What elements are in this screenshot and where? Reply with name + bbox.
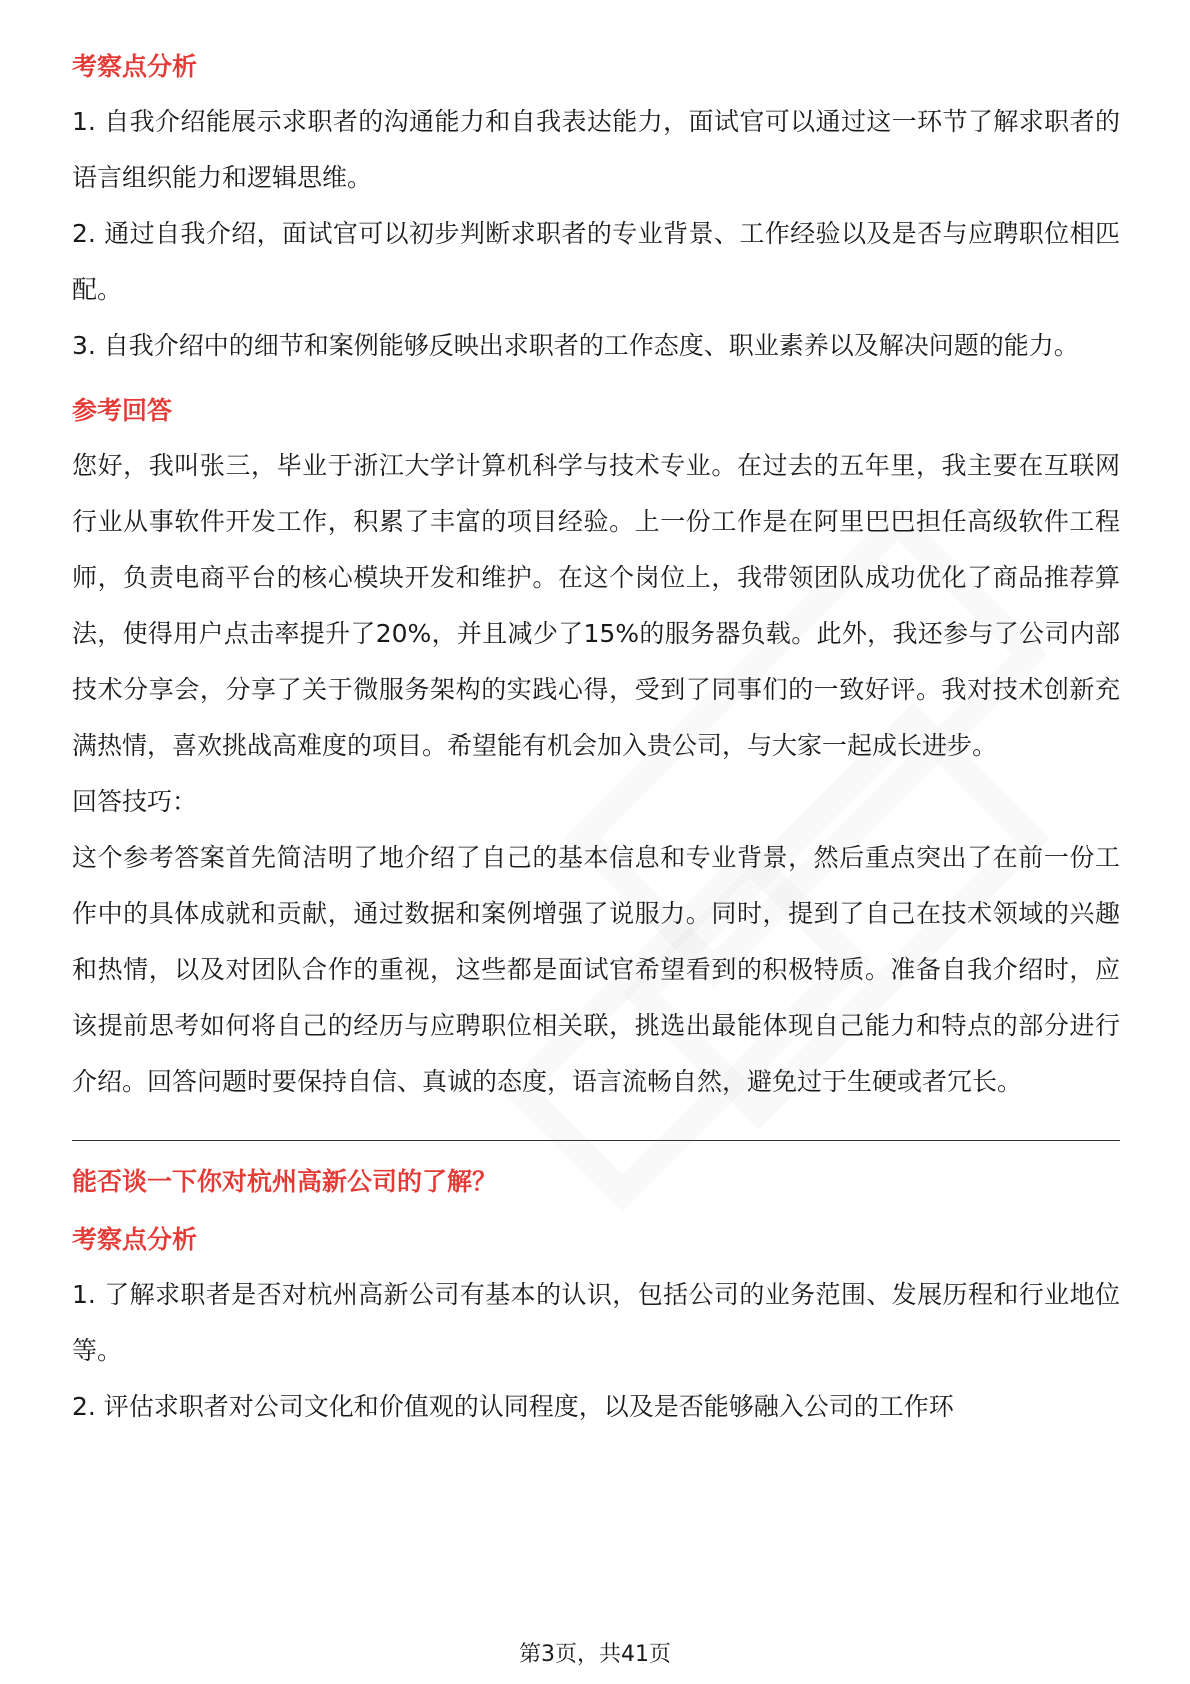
answer-text: 您好，我叫张三，毕业于浙江大学计算机科学与技术专业。在过去的五年里，我主要在互联网行业从事软件开发工作，积累了丰富的项目经验。上一份工作是在阿里巴巴担任高级软件工程师，负责电商平台的核心模块开发和维护。在这个岗位上，我带领团队成功优化了商品推荐算法，使得用户点击率提升了20%，并且减少了15%的服务器负载。此外，我还参与了公司内部技术分享会，分享了关于微服务架构的实践心得，受到了同事们的一致好评。我对技术创新充满热情，喜欢挑战高难度的项目。希望能有机会加入贵公司，与大家一起成长进步。 [72,451,1120,760]
analysis-item: 1. 自我介绍能展示求职者的沟通能力和自我表达能力，面试官可以通过这一环节了解求职者的语言组织能力和逻辑思维。 [72,107,1120,192]
answer-heading: 参考回答 [72,396,173,425]
analysis-heading: 考察点分析 [72,1225,198,1254]
question-title: 能否谈一下你对杭州高新公司的了解？ [72,1167,498,1196]
tips-text: 这个参考答案首先简洁明了地介绍了自己的基本信息和专业背景，然后重点突出了在前一份工作中的具体成就和贡献，通过数据和案例增强了说服力。同时，提到了自己在技术领域的兴趣和热情，以及对团队合作的重视，这些都是面试官希望看到的积极特质。准备自我介绍时，应该提前思考如何将自己的经历与应聘职位相关联，挑选出最能体现自己能力和特点的部分进行介绍。回答问题时要保持自信、真诚的态度，语言流畅自然，避免过于生硬或者冗长。 [72,843,1120,1096]
analysis-item: 1. 了解求职者是否对杭州高新公司有基本的认识，包括公司的业务范围、发展历程和行业地位等。 [72,1280,1120,1365]
page-number: 第3页，共41页 [519,1642,671,1667]
analysis-item: 3. 自我介绍中的细节和案例能够反映出求职者的工作态度、职业素养以及解决问题的能力。 [72,331,1079,360]
tips-label: 回答技巧： [72,787,198,816]
analysis-item: 2. 通过自我介绍，面试官可以初步判断求职者的专业背景、工作经验以及是否与应聘职位相匹配。 [72,219,1120,304]
analysis-item: 2. 评估求职者对公司文化和价值观的认同程度，以及是否能够融入公司的工作环 [72,1392,954,1421]
document-page [72,40,1120,1435]
section-divider [72,1140,1120,1141]
analysis-heading: 考察点分析 [72,52,198,81]
